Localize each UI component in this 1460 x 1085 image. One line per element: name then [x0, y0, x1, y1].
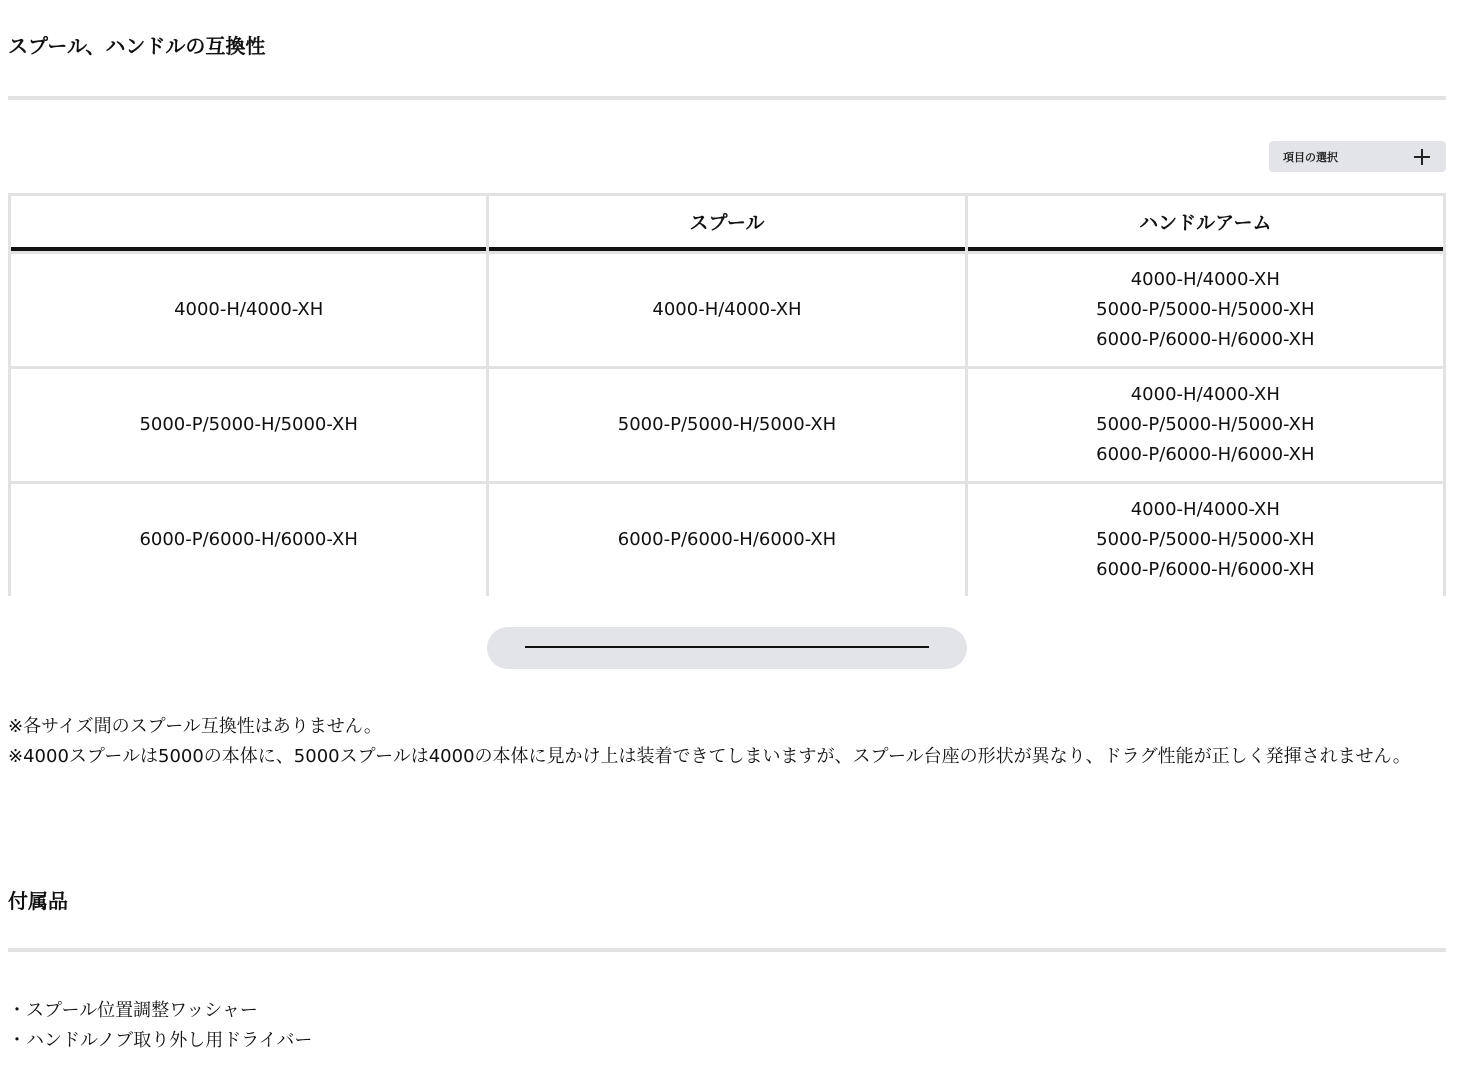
table-row — [11, 254, 1443, 366]
plus-icon — [1414, 149, 1430, 165]
handle-arm-line: 5000-P/5000-H/5000-XH — [1096, 529, 1315, 550]
cell-handle-arm — [968, 484, 1443, 596]
handle-arm-line: 4000-H/4000-XH — [1130, 269, 1280, 290]
handle-arm-line: 4000-H/4000-XH — [1130, 499, 1280, 520]
handle-arm-line: 6000-P/6000-H/6000-XH — [1096, 444, 1315, 465]
cell-handle-arm — [968, 254, 1443, 366]
cell-spool: 4000-H/4000-XH — [489, 254, 964, 366]
cell-spool: 6000-P/6000-H/6000-XH — [489, 484, 964, 596]
table-row — [11, 369, 1443, 481]
handle-arm-line: 6000-P/6000-H/6000-XH — [1096, 559, 1315, 580]
compat-table — [8, 193, 1446, 599]
header-spool: スプール — [489, 196, 964, 251]
compat-table-container — [8, 193, 1446, 596]
handle-arm-line: 4000-H/4000-XH — [1130, 384, 1280, 405]
list-item: ・ハンドルノブ取り外し用ドライバー — [8, 1030, 313, 1051]
handle-arm-line: 6000-P/6000-H/6000-XH — [1096, 329, 1315, 350]
cell-handle-arm — [968, 369, 1443, 481]
table-row — [11, 484, 1443, 596]
note-text: ※各サイズ間のスプール互換性はありません。 — [8, 716, 382, 737]
table-header-row — [11, 196, 1443, 251]
cell-model: 5000-P/5000-H/5000-XH — [11, 369, 486, 481]
accessories-section-title: 付属品 — [8, 889, 68, 913]
section-divider — [8, 948, 1446, 952]
select-items-button[interactable] — [1269, 141, 1446, 172]
select-items-label: 項目の選択 — [1283, 150, 1338, 164]
section-divider — [8, 96, 1446, 100]
horizontal-scrollbar[interactable] — [487, 627, 967, 669]
cell-model: 6000-P/6000-H/6000-XH — [11, 484, 486, 596]
scrollbar-thumb[interactable] — [525, 646, 929, 648]
header-handle-arm: ハンドルアーム — [968, 196, 1443, 251]
compat-notes — [8, 712, 1448, 772]
accessories-list — [8, 996, 1448, 1056]
cell-model: 4000-H/4000-XH — [11, 254, 486, 366]
note-text: ※4000スプールは5000の本体に、5000スプールは4000の本体に見かけ上は装着できてしまいますが、スプール台座の形状が異なり、ドラグ性能が正しく発揮されません。 — [8, 746, 1411, 767]
cell-spool: 5000-P/5000-H/5000-XH — [489, 369, 964, 481]
header-model — [11, 196, 486, 251]
list-item: ・スプール位置調整ワッシャー — [8, 1000, 258, 1021]
handle-arm-line: 5000-P/5000-H/5000-XH — [1096, 299, 1315, 320]
handle-arm-line: 5000-P/5000-H/5000-XH — [1096, 414, 1315, 435]
compat-section-title: スプール、ハンドルの互換性 — [8, 34, 266, 58]
